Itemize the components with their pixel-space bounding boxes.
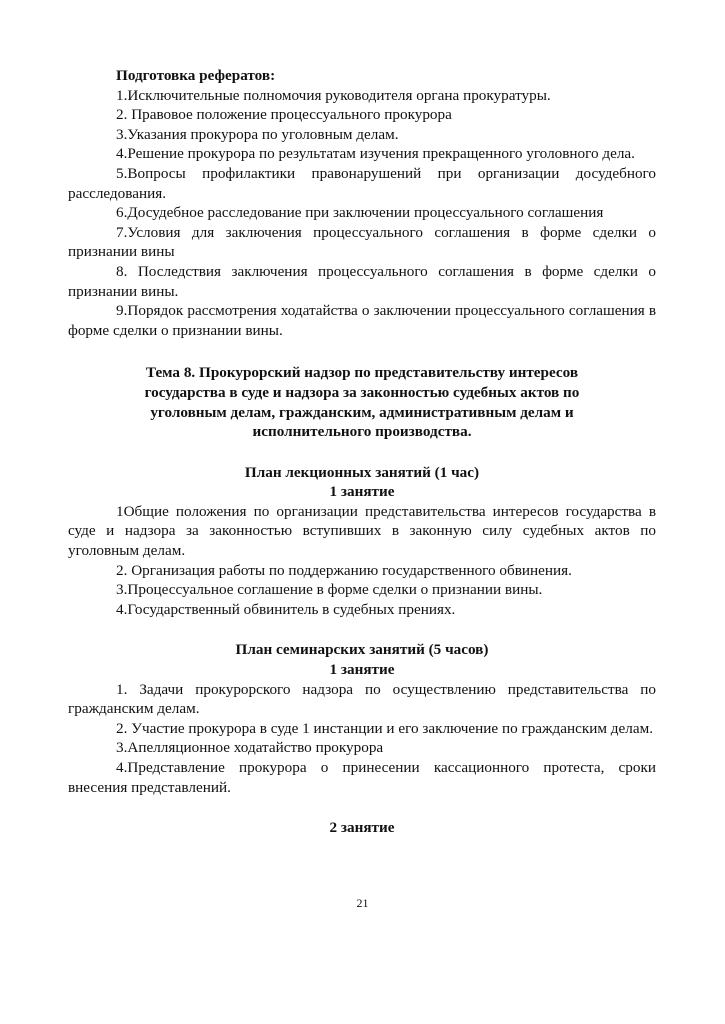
lecture-item-3: 3.Процессуальное соглашение в форме сделки о признании вины. <box>116 581 543 599</box>
spacer <box>68 797 656 818</box>
topic-line-3: уголовным делам, гражданским, административным делам и <box>150 403 574 421</box>
seminar-item-2: 2. Участие прокурора в суде 1 инстанции и его заключение по гражданским делам. <box>116 719 653 737</box>
referaty-item-7: 7.Условия для заключения процессуального соглашения в форме сделки о признании вины <box>68 223 656 261</box>
referaty-item-5: 5.Вопросы профилактики правонарушений при организации досудебного расследования. <box>68 164 656 202</box>
document-page <box>68 66 656 838</box>
topic-line-1: Тема 8. Прокурорский надзор по представительству интересов <box>145 364 579 382</box>
lectures-session-1: 1 занятие <box>329 483 395 501</box>
referaty-item-3: 3.Указания прокурора по уголовным делам. <box>116 125 399 143</box>
seminar-item-3: 3.Апелляционное ходатайство прокурора <box>116 739 384 757</box>
lecture-item-2: 2. Организация работы по поддержанию государственного обвинения. <box>116 561 572 579</box>
seminar-item-1: 1. Задачи прокурорского надзора по осуществлению представительства по гражданским делам. <box>68 680 656 718</box>
topic-line-2: государства в суде и надзора за законностью судебных актов по <box>144 383 580 401</box>
topic-line-4: исполнительного производства. <box>252 423 472 441</box>
referaty-item-8: 8. Последствия заключения процессуального соглашения в форме сделки о признании вины. <box>68 262 656 300</box>
seminar-item-4: 4.Представление прокурора о принесении кассационного протеста, сроки внесения представлений. <box>68 759 656 796</box>
lecture-item-4: 4.Государственный обвинитель в судебных прениях. <box>116 600 456 618</box>
topic-heading <box>68 363 656 441</box>
seminars-session-1: 1 занятие <box>329 661 395 679</box>
lecture-item-1: 1Общие положения по организации представительства интересов государства в суде и надзора за законностью вступивших в законную силу судебных актов по уголовным делам. <box>68 502 656 560</box>
spacer <box>68 619 656 640</box>
referaty-item-1: 1.Исключительные полномочия руководителя органа прокуратуры. <box>116 86 551 104</box>
page-number: 21 <box>356 896 369 910</box>
spacer <box>68 442 656 463</box>
seminars-session-2: 2 занятие <box>329 819 395 837</box>
lectures-title: План лекционных занятий (1 час) <box>244 463 480 481</box>
referaty-item-6: 6.Досудебное расследование при заключении процессуального соглашения <box>116 204 604 222</box>
referaty-title: Подготовка рефератов: <box>116 67 276 84</box>
spacer <box>68 340 656 363</box>
referaty-item-9: 9.Порядок рассмотрения ходатайства о заключении процессуального соглашения в форме сделки о признании вины. <box>68 302 656 339</box>
seminars-title: План семинарских занятий (5 часов) <box>235 641 489 659</box>
referaty-item-4: 4.Решение прокурора по результатам изучения прекращенного уголовного дела. <box>116 145 635 163</box>
referaty-item-2: 2. Правовое положение процессуального прокурора <box>116 106 452 124</box>
